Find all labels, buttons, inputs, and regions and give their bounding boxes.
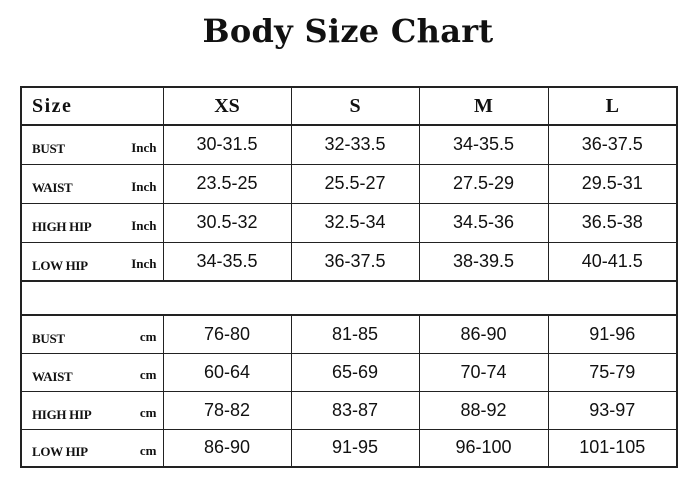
value-cell: 83-87 bbox=[291, 391, 419, 429]
separator-cell bbox=[21, 281, 677, 315]
row-label-cell bbox=[21, 391, 163, 429]
unit-label: cm bbox=[139, 329, 157, 345]
row-label-cell bbox=[21, 125, 163, 164]
header-size-m: M bbox=[419, 87, 548, 125]
value-cell: 101-105 bbox=[548, 429, 677, 467]
value-cell: 86-90 bbox=[419, 315, 548, 353]
value-cell: 34-35.5 bbox=[419, 125, 548, 164]
value-cell: 78-82 bbox=[163, 391, 291, 429]
header-size-l: L bbox=[548, 87, 677, 125]
row-label-cell bbox=[21, 242, 163, 281]
value-cell: 30.5-32 bbox=[163, 203, 291, 242]
unit-label: cm bbox=[139, 405, 157, 421]
value-cell: 93-97 bbox=[548, 391, 677, 429]
value-cell: 34-35.5 bbox=[163, 242, 291, 281]
value-cell: 86-90 bbox=[163, 429, 291, 467]
value-cell: 23.5-25 bbox=[163, 164, 291, 203]
value-cell: 30-31.5 bbox=[163, 125, 291, 164]
table-row bbox=[21, 315, 677, 353]
size-chart-table bbox=[20, 86, 678, 468]
value-cell: 76-80 bbox=[163, 315, 291, 353]
row-label-cell bbox=[21, 315, 163, 353]
table-row bbox=[21, 353, 677, 391]
measurement-label: LOW HIP bbox=[32, 257, 88, 273]
measurement-label: WAIST bbox=[32, 368, 73, 384]
unit-label: Inch bbox=[131, 139, 157, 155]
header-row bbox=[21, 87, 677, 125]
unit-label: Inch bbox=[131, 217, 157, 233]
value-cell: 36.5-38 bbox=[548, 203, 677, 242]
table-row bbox=[21, 391, 677, 429]
unit-label: cm bbox=[139, 367, 157, 383]
value-cell: 88-92 bbox=[419, 391, 548, 429]
measurement-label: BUST bbox=[32, 141, 65, 157]
value-cell: 27.5-29 bbox=[419, 164, 548, 203]
header-size-xs: XS bbox=[163, 87, 291, 125]
value-cell: 70-74 bbox=[419, 353, 548, 391]
measurement-label: BUST bbox=[32, 330, 65, 346]
value-cell: 29.5-31 bbox=[548, 164, 677, 203]
value-cell: 40-41.5 bbox=[548, 242, 677, 281]
value-cell: 25.5-27 bbox=[291, 164, 419, 203]
measurement-label: HIGH HIP bbox=[32, 406, 92, 422]
table-row bbox=[21, 429, 677, 467]
value-cell: 81-85 bbox=[291, 315, 419, 353]
row-label-cell bbox=[21, 164, 163, 203]
row-label-cell bbox=[21, 429, 163, 467]
value-cell: 36-37.5 bbox=[291, 242, 419, 281]
value-cell: 96-100 bbox=[419, 429, 548, 467]
separator-row bbox=[21, 281, 677, 315]
header-size-s: S bbox=[291, 87, 419, 125]
value-cell: 34.5-36 bbox=[419, 203, 548, 242]
table-row bbox=[21, 164, 677, 203]
value-cell: 32-33.5 bbox=[291, 125, 419, 164]
row-label-cell bbox=[21, 353, 163, 391]
value-cell: 60-64 bbox=[163, 353, 291, 391]
measurement-label: HIGH HIP bbox=[32, 219, 92, 234]
measurement-label: LOW HIP bbox=[32, 444, 88, 460]
value-cell: 75-79 bbox=[548, 353, 677, 391]
page-title: Body Size Chart bbox=[202, 12, 494, 50]
table-row bbox=[21, 125, 677, 164]
value-cell: 65-69 bbox=[291, 353, 419, 391]
measurement-label: WAIST bbox=[32, 180, 73, 195]
table-row bbox=[21, 203, 677, 242]
value-cell: 36-37.5 bbox=[548, 125, 677, 164]
table-row bbox=[21, 242, 677, 281]
unit-label: cm bbox=[139, 442, 157, 458]
header-size-label: Size bbox=[21, 87, 163, 125]
value-cell: 91-95 bbox=[291, 429, 419, 467]
value-cell: 32.5-34 bbox=[291, 203, 419, 242]
unit-label: Inch bbox=[131, 178, 157, 194]
value-cell: 38-39.5 bbox=[419, 242, 548, 281]
value-cell: 91-96 bbox=[548, 315, 677, 353]
row-label-cell bbox=[21, 203, 163, 242]
unit-label: Inch bbox=[131, 256, 157, 272]
